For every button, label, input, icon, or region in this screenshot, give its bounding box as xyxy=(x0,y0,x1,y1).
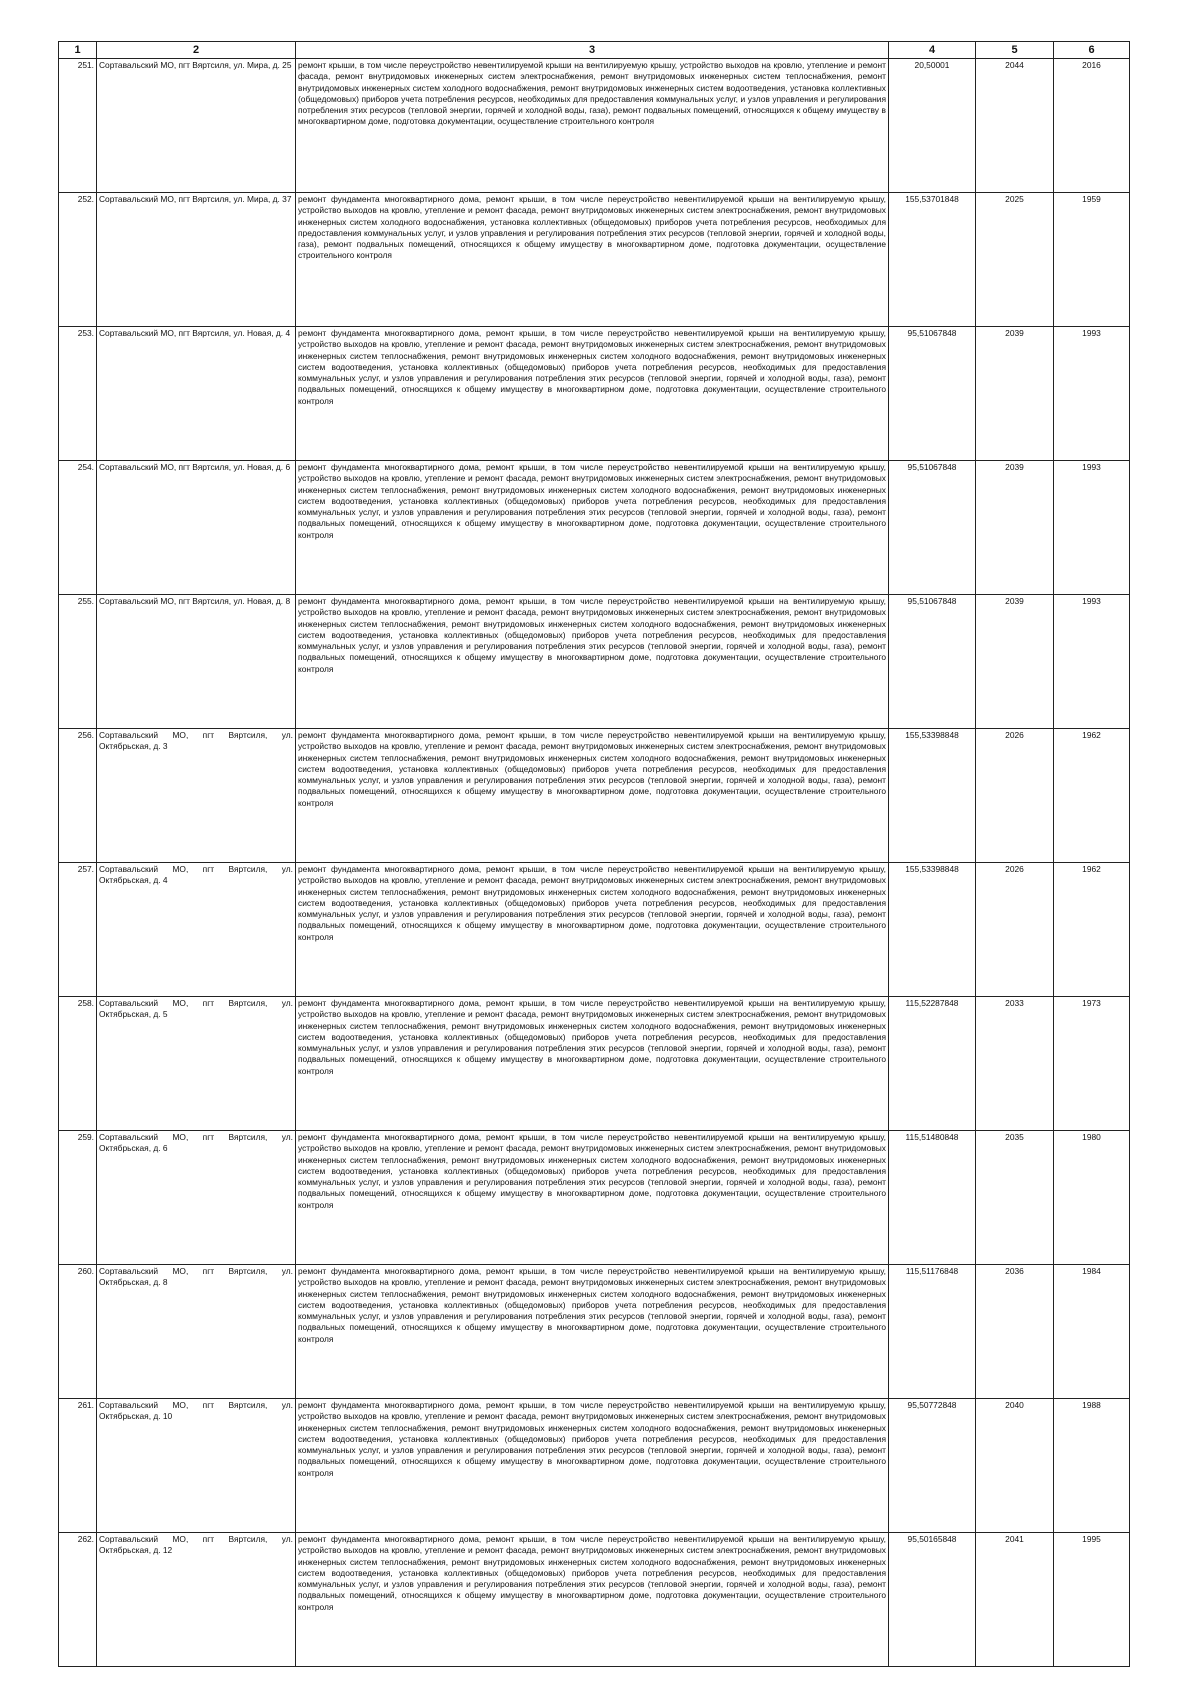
build-year-cell: 1984 xyxy=(1054,1265,1130,1399)
build-year-cell: 1980 xyxy=(1054,1131,1130,1265)
plan-year-cell: 2036 xyxy=(976,1265,1054,1399)
header-row xyxy=(59,42,1130,59)
row-number: 257. xyxy=(59,863,97,997)
address-cell: Сортавальский МО, пгт Вяртсиля, ул. Октябрьская, д. 6 xyxy=(97,1131,296,1265)
address-cell: Сортавальский МО, пгт Вяртсиля, ул. Октябрьская, д. 3 xyxy=(97,729,296,863)
capital-repair-table xyxy=(58,41,1130,1667)
row-number: 261. xyxy=(59,1399,97,1533)
plan-year-cell: 2026 xyxy=(976,729,1054,863)
plan-year-cell: 2033 xyxy=(976,997,1054,1131)
build-year-cell: 1973 xyxy=(1054,997,1130,1131)
works-cell: ремонт фундамента многоквартирного дома, ремонт крыши, в том числе переустройство невентилируемой крыши на вентилируемую крышу, устройство выходов на кровлю, утепление и ремонт фасада, ремонт внутридомовых инженерных систем электроснабжения, ремонт внутридомовых инженерных систем теплоснабжения, ремонт внутридомовых инженерных систем холодного водоснабжения, ремонт внутридомовых инженерных систем водоотведения, установка коллективных (общедомовых) приборов учета потребления ресурсов, необходимых для предоставления коммунальных услуг, и узлов управления и регулирования потребления этих ресурсов (тепловой энергии, горячей и холодной воды, газа), ремонт подвальных помещений, относящихся к общему имуществу в многоквартирном доме, подготовка документации, осуществление строительного контроля xyxy=(296,1533,889,1667)
plan-year-cell: 2035 xyxy=(976,1131,1054,1265)
table-row xyxy=(59,1131,1130,1265)
build-year-cell: 1993 xyxy=(1054,461,1130,595)
build-year-cell: 1993 xyxy=(1054,595,1130,729)
build-year-cell: 2016 xyxy=(1054,59,1130,193)
works-cell: ремонт фундамента многоквартирного дома, ремонт крыши, в том числе переустройство невентилируемой крыши на вентилируемую крышу, устройство выходов на кровлю, утепление и ремонт фасада, ремонт внутридомовых инженерных систем электроснабжения, ремонт внутридомовых инженерных систем теплоснабжения, ремонт внутридомовых инженерных систем холодного водоснабжения, ремонт внутридомовых инженерных систем водоотведения, установка коллективных (общедомовых) приборов учета потребления ресурсов, необходимых для предоставления коммунальных услуг, и узлов управления и регулирования потребления этих ресурсов (тепловой энергии, горячей и холодной воды, газа), ремонт подвальных помещений, относящихся к общему имуществу в многоквартирном доме, подготовка документации, осуществление строительного контроля xyxy=(296,327,889,461)
address-cell: Сортавальский МО, пгт Вяртсиля, ул. Октябрьская, д. 10 xyxy=(97,1399,296,1533)
row-number: 252. xyxy=(59,193,97,327)
build-year-cell: 1962 xyxy=(1054,863,1130,997)
table-row xyxy=(59,997,1130,1131)
address-cell: Сортавальский МО, пгт Вяртсиля, ул. Октябрьская, д. 4 xyxy=(97,863,296,997)
build-year-cell: 1995 xyxy=(1054,1533,1130,1667)
value-cell: 115,52287848 xyxy=(889,997,976,1131)
row-number: 251. xyxy=(59,59,97,193)
plan-year-cell: 2039 xyxy=(976,461,1054,595)
table-row xyxy=(59,595,1130,729)
row-number: 256. xyxy=(59,729,97,863)
row-number: 260. xyxy=(59,1265,97,1399)
table-row xyxy=(59,1265,1130,1399)
table-row xyxy=(59,729,1130,863)
column-header-5: 5 xyxy=(976,42,1054,59)
table-row xyxy=(59,1533,1130,1667)
plan-year-cell: 2039 xyxy=(976,327,1054,461)
column-header-2: 2 xyxy=(97,42,296,59)
value-cell: 115,51480848 xyxy=(889,1131,976,1265)
value-cell: 115,51176848 xyxy=(889,1265,976,1399)
plan-year-cell: 2040 xyxy=(976,1399,1054,1533)
table-row xyxy=(59,59,1130,193)
value-cell: 95,51067848 xyxy=(889,595,976,729)
plan-year-cell: 2026 xyxy=(976,863,1054,997)
works-cell: ремонт фундамента многоквартирного дома, ремонт крыши, в том числе переустройство невентилируемой крыши на вентилируемую крышу, устройство выходов на кровлю, утепление и ремонт фасада, ремонт внутридомовых инженерных систем электроснабжения, ремонт внутридомовых инженерных систем теплоснабжения, ремонт внутридомовых инженерных систем холодного водоснабжения, ремонт внутридомовых инженерных систем водоотведения, установка коллективных (общедомовых) приборов учета потребления ресурсов, необходимых для предоставления коммунальных услуг, и узлов управления и регулирования потребления этих ресурсов (тепловой энергии, горячей и холодной воды, газа), ремонт подвальных помещений, относящихся к общему имуществу в многоквартирном доме, подготовка документации, осуществление строительного контроля xyxy=(296,1131,889,1265)
row-number: 253. xyxy=(59,327,97,461)
row-number: 258. xyxy=(59,997,97,1131)
value-cell: 95,50772848 xyxy=(889,1399,976,1533)
table-row xyxy=(59,1399,1130,1533)
works-cell: ремонт фундамента многоквартирного дома, ремонт крыши, в том числе переустройство невентилируемой крыши на вентилируемую крышу, устройство выходов на кровлю, утепление и ремонт фасада, ремонт внутридомовых инженерных систем электроснабжения, ремонт внутридомовых инженерных систем теплоснабжения, ремонт внутридомовых инженерных систем холодного водоснабжения, ремонт внутридомовых инженерных систем водоотведения, установка коллективных (общедомовых) приборов учета потребления ресурсов, необходимых для предоставления коммунальных услуг, и узлов управления и регулирования потребления этих ресурсов (тепловой энергии, горячей и холодной воды, газа), ремонт подвальных помещений, относящихся к общему имуществу в многоквартирном доме, подготовка документации, осуществление строительного контроля xyxy=(296,863,889,997)
works-cell: ремонт фундамента многоквартирного дома, ремонт крыши, в том числе переустройство невентилируемой крыши на вентилируемую крышу, устройство выходов на кровлю, утепление и ремонт фасада, ремонт внутридомовых инженерных систем электроснабжения, ремонт внутридомовых инженерных систем теплоснабжения, ремонт внутридомовых инженерных систем холодного водоснабжения, ремонт внутридомовых инженерных систем водоотведения, установка коллективных (общедомовых) приборов учета потребления ресурсов, необходимых для предоставления коммунальных услуг, и узлов управления и регулирования потребления этих ресурсов (тепловой энергии, горячей и холодной воды, газа), ремонт подвальных помещений, относящихся к общему имуществу в многоквартирном доме, подготовка документации, осуществление строительного контроля xyxy=(296,729,889,863)
works-cell: ремонт фундамента многоквартирного дома, ремонт крыши, в том числе переустройство невентилируемой крыши на вентилируемую крышу, устройство выходов на кровлю, утепление и ремонт фасада, ремонт внутридомовых инженерных систем электроснабжения, ремонт внутридомовых инженерных систем холодного водоснабжения, установка коллективных (общедомовых) приборов учета потребления ресурсов, необходимых для предоставления коммунальных услуг, и узлов управления и регулирования потребления этих ресурсов (тепловой энергии, горячей и холодной воды, газа), ремонт подвальных помещений, относящихся к общему имуществу в многоквартирном доме, подготовка документации, осуществление строительного контроля xyxy=(296,193,889,327)
address-cell: Сортавальский МО, пгт Вяртсиля, ул. Новая, д. 6 xyxy=(97,461,296,595)
column-header-6: 6 xyxy=(1054,42,1130,59)
row-number: 254. xyxy=(59,461,97,595)
value-cell: 20,50001 xyxy=(889,59,976,193)
build-year-cell: 1993 xyxy=(1054,327,1130,461)
works-cell: ремонт крыши, в том числе переустройство невентилируемой крыши на вентилируемую крышу, устройство выходов на кровлю, утепление и ремонт фасада, ремонт внутридомовых инженерных систем электроснабжения, ремонт внутридомовых инженерных систем теплоснабжения, ремонт внутридомовых инженерных систем холодного водоснабжения, ремонт внутридомовых инженерных систем водоотведения, установка коллективных (общедомовых) приборов учета потребления ресурсов, необходимых для предоставления коммунальных услуг, и узлов управления и регулирования потребления этих ресурсов (тепловой энергии, горячей и холодной воды, газа), ремонт подвальных помещений, относящихся к общему имуществу в многоквартирном доме, подготовка документации, осуществление строительного контроля xyxy=(296,59,889,193)
address-cell: Сортавальский МО, пгт Вяртсиля, ул. Октябрьская, д. 12 xyxy=(97,1533,296,1667)
value-cell: 155,53701848 xyxy=(889,193,976,327)
address-cell: Сортавальский МО, пгт Вяртсиля, ул. Октябрьская, д. 8 xyxy=(97,1265,296,1399)
row-number: 255. xyxy=(59,595,97,729)
works-cell: ремонт фундамента многоквартирного дома, ремонт крыши, в том числе переустройство невентилируемой крыши на вентилируемую крышу, устройство выходов на кровлю, утепление и ремонт фасада, ремонт внутридомовых инженерных систем электроснабжения, ремонт внутридомовых инженерных систем теплоснабжения, ремонт внутридомовых инженерных систем холодного водоснабжения, ремонт внутридомовых инженерных систем водоотведения, установка коллективных (общедомовых) приборов учета потребления ресурсов, необходимых для предоставления коммунальных услуг, и узлов управления и регулирования потребления этих ресурсов (тепловой энергии, горячей и холодной воды, газа), ремонт подвальных помещений, относящихся к общему имуществу в многоквартирном доме, подготовка документации, осуществление строительного контроля xyxy=(296,595,889,729)
address-cell: Сортавальский МО, пгт Вяртсиля, ул. Новая, д. 8 xyxy=(97,595,296,729)
build-year-cell: 1959 xyxy=(1054,193,1130,327)
plan-year-cell: 2044 xyxy=(976,59,1054,193)
works-cell: ремонт фундамента многоквартирного дома, ремонт крыши, в том числе переустройство невентилируемой крыши на вентилируемую крышу, устройство выходов на кровлю, утепление и ремонт фасада, ремонт внутридомовых инженерных систем электроснабжения, ремонт внутридомовых инженерных систем теплоснабжения, ремонт внутридомовых инженерных систем холодного водоснабжения, ремонт внутридомовых инженерных систем водоотведения, установка коллективных (общедомовых) приборов учета потребления ресурсов, необходимых для предоставления коммунальных услуг, и узлов управления и регулирования потребления этих ресурсов (тепловой энергии, горячей и холодной воды, газа), ремонт подвальных помещений, относящихся к общему имуществу в многоквартирном доме, подготовка документации, осуществление строительного контроля xyxy=(296,1399,889,1533)
build-year-cell: 1988 xyxy=(1054,1399,1130,1533)
column-header-4: 4 xyxy=(889,42,976,59)
value-cell: 155,53398848 xyxy=(889,863,976,997)
address-cell: Сортавальский МО, пгт Вяртсиля, ул. Октябрьская, д. 5 xyxy=(97,997,296,1131)
plan-year-cell: 2039 xyxy=(976,595,1054,729)
row-number: 259. xyxy=(59,1131,97,1265)
row-number: 262. xyxy=(59,1533,97,1667)
value-cell: 95,51067848 xyxy=(889,461,976,595)
works-cell: ремонт фундамента многоквартирного дома, ремонт крыши, в том числе переустройство невентилируемой крыши на вентилируемую крышу, устройство выходов на кровлю, утепление и ремонт фасада, ремонт внутридомовых инженерных систем электроснабжения, ремонт внутридомовых инженерных систем теплоснабжения, ремонт внутридомовых инженерных систем холодного водоснабжения, ремонт внутридомовых инженерных систем водоотведения, установка коллективных (общедомовых) приборов учета потребления ресурсов, необходимых для предоставления коммунальных услуг, и узлов управления и регулирования потребления этих ресурсов (тепловой энергии, горячей и холодной воды, газа), ремонт подвальных помещений, относящихся к общему имуществу в многоквартирном доме, подготовка документации, осуществление строительного контроля xyxy=(296,1265,889,1399)
table-row xyxy=(59,193,1130,327)
address-cell: Сортавальский МО, пгт Вяртсиля, ул. Мира, д. 37 xyxy=(97,193,296,327)
column-header-3: 3 xyxy=(296,42,889,59)
table-row xyxy=(59,461,1130,595)
plan-year-cell: 2025 xyxy=(976,193,1054,327)
table-row xyxy=(59,863,1130,997)
works-cell: ремонт фундамента многоквартирного дома, ремонт крыши, в том числе переустройство невентилируемой крыши на вентилируемую крышу, устройство выходов на кровлю, утепление и ремонт фасада, ремонт внутридомовых инженерных систем электроснабжения, ремонт внутридомовых инженерных систем теплоснабжения, ремонт внутридомовых инженерных систем холодного водоснабжения, ремонт внутридомовых инженерных систем водоотведения, установка коллективных (общедомовых) приборов учета потребления ресурсов, необходимых для предоставления коммунальных услуг, и узлов управления и регулирования потребления этих ресурсов (тепловой энергии, горячей и холодной воды, газа), ремонт подвальных помещений, относящихся к общему имуществу в многоквартирном доме, подготовка документации, осуществление строительного контроля xyxy=(296,461,889,595)
plan-year-cell: 2041 xyxy=(976,1533,1054,1667)
build-year-cell: 1962 xyxy=(1054,729,1130,863)
address-cell: Сортавальский МО, пгт Вяртсиля, ул. Новая, д. 4 xyxy=(97,327,296,461)
works-cell: ремонт фундамента многоквартирного дома, ремонт крыши, в том числе переустройство невентилируемой крыши на вентилируемую крышу, устройство выходов на кровлю, утепление и ремонт фасада, ремонт внутридомовых инженерных систем электроснабжения, ремонт внутридомовых инженерных систем теплоснабжения, ремонт внутридомовых инженерных систем холодного водоснабжения, ремонт внутридомовых инженерных систем водоотведения, установка коллективных (общедомовых) приборов учета потребления ресурсов, необходимых для предоставления коммунальных услуг, и узлов управления и регулирования потребления этих ресурсов (тепловой энергии, горячей и холодной воды, газа), ремонт подвальных помещений, относящихся к общему имуществу в многоквартирном доме, подготовка документации, осуществление строительного контроля xyxy=(296,997,889,1131)
column-header-1: 1 xyxy=(59,42,97,59)
value-cell: 95,50165848 xyxy=(889,1533,976,1667)
table-row xyxy=(59,327,1130,461)
value-cell: 155,53398848 xyxy=(889,729,976,863)
value-cell: 95,51067848 xyxy=(889,327,976,461)
address-cell: Сортавальский МО, пгт Вяртсиля, ул. Мира, д. 25 xyxy=(97,59,296,193)
